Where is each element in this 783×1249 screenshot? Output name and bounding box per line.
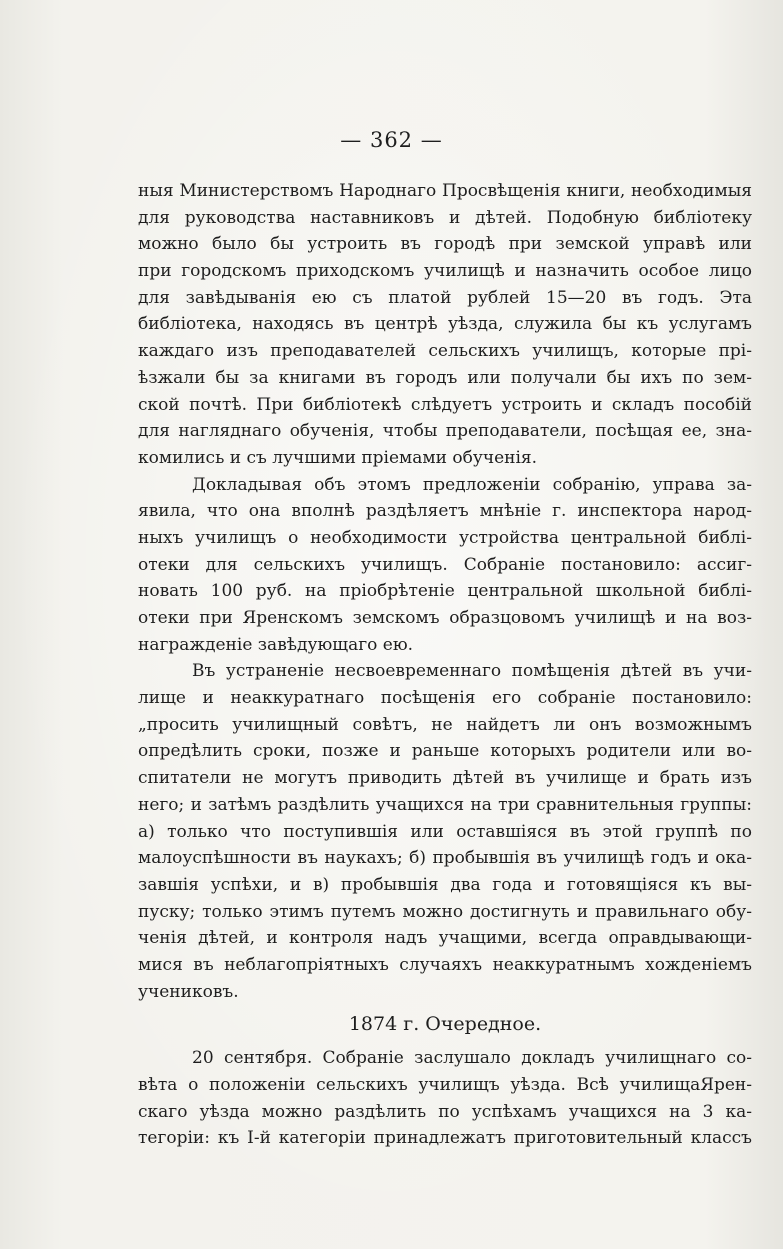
text-line: ныхъ училищъ о необходимости устройства центральной библі- <box>138 527 752 548</box>
text-line: ѣзжали бы за книгами въ городъ или получали бы ихъ по зем- <box>138 367 752 388</box>
text-line: него; и затѣмъ раздѣлить учащихся на три сравнительныя группы: <box>138 794 752 815</box>
text-line: библіотека, находясь въ центрѣ уѣзда, служила бы къ услугамъ <box>138 314 752 335</box>
text-line: 20 сентября. Собраніе заслушало докладъ училищнаго со- <box>192 1048 752 1069</box>
text-line: Въ устраненіе несвоевременнаго помѣщенія дѣтей въ учи- <box>192 661 752 682</box>
text-line: ныя Министерствомъ Народнаго Просвѣщенія книги, необходимыя <box>138 181 752 201</box>
text-line: завшія успѣхи, и в) пробывшія два года и готовящіяся къ вы- <box>138 874 752 895</box>
text-line: при городскомъ приходскомъ училищѣ и назначить особое лицо <box>138 261 752 282</box>
text-line: Докладывая объ этомъ предложеніи собранію, управа за- <box>192 474 752 495</box>
text-line: ченія дѣтей, и контроля надъ учащими, всегда оправдывающи- <box>138 928 752 949</box>
text-line: спитатели не могутъ приводить дѣтей въ училище и брать изъ <box>138 768 752 789</box>
body-text <box>138 178 752 1152</box>
text-line: а) только что поступившія или оставшіяся въ этой группѣ по <box>138 821 752 842</box>
text-line: лище и неаккуратнаго посѣщенія его собраніе постановило: <box>138 688 752 709</box>
text-line: малоуспѣшности въ наукахъ; б) пробывшія въ училищѣ годъ и ока- <box>138 848 752 869</box>
text-line: комились и съ лучшими пріемами обученія. <box>138 447 538 468</box>
text-line: учениковъ. <box>138 981 239 1002</box>
text-line: для нагляднаго обученія, чтобы преподаватели, посѣщая ее, зна- <box>138 421 752 442</box>
text-line: для завѣдыванія ею съ платой рублей 15—20 въ годъ. Эта <box>138 287 752 308</box>
text-line: каждаго изъ преподавателей сельскихъ училищъ, которые прі- <box>138 341 752 362</box>
page-number: — 362 — <box>340 128 443 152</box>
paragraph-3 <box>138 658 752 1005</box>
text-line: вѣта о положеніи сельскихъ училищъ уѣзда. Всѣ училищаЯрен- <box>138 1075 752 1095</box>
text-line: „просить училищный совѣтъ, не найдетъ ли онъ возможнымъ <box>138 714 752 735</box>
text-line: явила, что она вполнѣ раздѣляетъ мнѣніе г. инспектора народ- <box>138 501 752 522</box>
text-line: тегоріи: къ І-й категоріи принадлежатъ приготовительный классъ <box>138 1128 752 1149</box>
paragraph-4 <box>138 1045 752 1152</box>
paragraph-1 <box>138 178 752 472</box>
section-heading: 1874 г. Очередное. <box>348 1013 542 1036</box>
text-line: для руководства наставниковъ и дѣтей. Подобную библіотеку <box>138 207 752 228</box>
text-line: отеки при Яренскомъ земскомъ образцовомъ училищѣ и на воз- <box>138 608 752 628</box>
paragraph-2 <box>138 472 752 659</box>
text-line: новать 100 руб. на пріобрѣтеніе центральной школьной библі- <box>138 581 752 602</box>
text-line: награжденіе завѣдующаго ею. <box>138 634 414 655</box>
text-line: мися въ неблагопріятныхъ случаяхъ неаккуратнымъ хожденіемъ <box>138 954 752 975</box>
text-line: ской почтѣ. При библіотекѣ слѣдуетъ устроить и складъ пособій <box>138 394 752 415</box>
text-line: пуску; только этимъ путемъ можно достигнуть и правильнаго обу- <box>138 901 752 922</box>
text-line: отеки для сельскихъ училищъ. Собраніе постановило: ассиг- <box>138 554 752 575</box>
text-line: можно было бы устроить въ городѣ при земской управѣ или <box>138 234 752 255</box>
text-line: скаго уѣзда можно раздѣлить по успѣхамъ учащихся на 3 ка- <box>138 1101 752 1122</box>
text-line: опредѣлить сроки, позже и раньше которыхъ родители или во- <box>138 741 752 762</box>
